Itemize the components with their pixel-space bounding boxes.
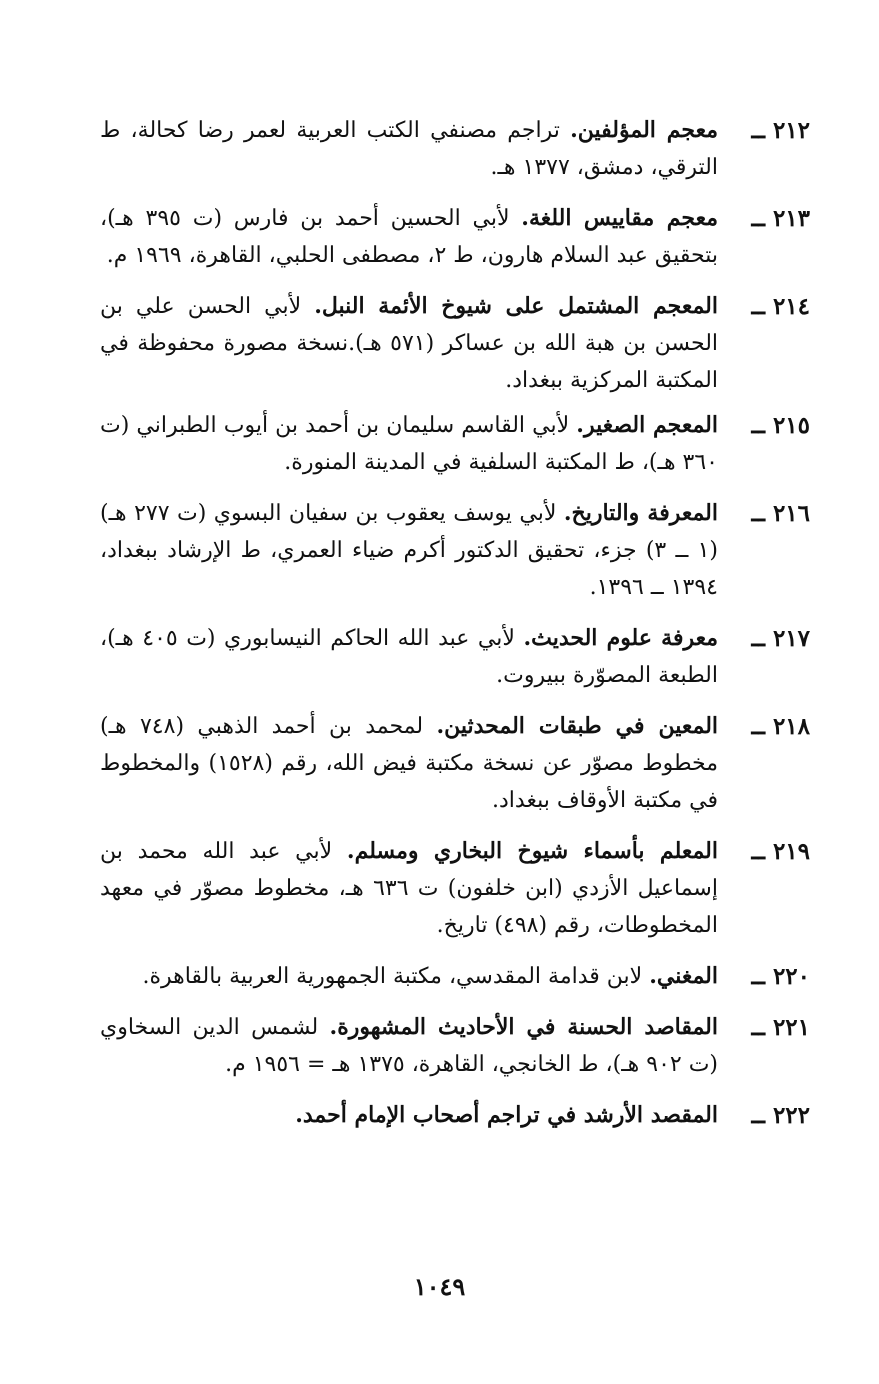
entry-text	[100, 708, 718, 819]
entry-title: معجم مقاييس اللغة.	[521, 205, 718, 231]
bibliography-entry-217	[100, 620, 810, 694]
entry-title: معجم المؤلفين.	[570, 117, 719, 143]
bibliography-list	[100, 112, 810, 1148]
entry-body: لأبي عبد الله الحاكم النيسابوري (ت ٤٠٥ هـ)، الطبعة المصوّرة ببيروت.	[100, 626, 718, 688]
bibliography-entry-221	[100, 1009, 810, 1083]
entry-body: لابن قدامة المقدسي، مكتبة الجمهورية العربية بالقاهرة.	[142, 964, 643, 989]
entry-number: ٢٢١ ــ	[751, 1014, 810, 1041]
entry-text	[100, 288, 718, 399]
entry-text	[100, 833, 718, 944]
bibliography-entry-222	[100, 1097, 810, 1134]
entry-text	[100, 200, 718, 274]
entry-body: تراجم مصنفي الكتب العربية لعمر رضا كحالة، ط الترقي، دمشق، ١٣٧٧ هـ.	[100, 118, 718, 180]
bibliography-entry-220	[100, 958, 810, 995]
entry-title: المعجم المشتمل على شيوخ الأئمة النبل.	[314, 293, 718, 319]
entry-title: المعلم بأسماء شيوخ البخاري ومسلم.	[346, 838, 718, 864]
entry-title: المقصد الأرشد في تراجم أصحاب الإمام أحمد.	[295, 1102, 718, 1128]
entry-title: المغني.	[649, 963, 718, 989]
entry-title: المقاصد الحسنة في الأحاديث المشهورة.	[329, 1014, 719, 1040]
entry-number: ٢١٥ ــ	[751, 412, 810, 439]
entry-number: ٢١٣ ــ	[751, 205, 810, 232]
entry-text	[100, 620, 718, 694]
entry-number: ٢١٧ ــ	[751, 625, 810, 652]
entry-number: ٢١٨ ــ	[751, 713, 810, 740]
entry-text	[100, 1097, 718, 1134]
entry-number: ٢٢٢ ــ	[751, 1102, 810, 1129]
bibliography-entry-218	[100, 708, 810, 819]
entry-body: لأبي الحسن علي بن الحسن بن هبة الله بن عساكر (٥٧١ هـ).نسخة مصورة محفوظة في المكتبة المركزية ببغداد.	[100, 294, 719, 393]
entry-text	[100, 958, 718, 995]
entry-text	[100, 407, 718, 481]
page-number: ١٠٤٩	[413, 1272, 466, 1301]
entry-body: لشمس الدين السخاوي (ت ٩٠٢ هـ)، ط الخانجي، القاهرة، ١٣٧٥ هـ = ١٩٥٦ م.	[100, 1015, 718, 1077]
bibliography-entry-213	[100, 200, 810, 274]
entry-body: لأبي القاسم سليمان بن أحمد بن أيوب الطبراني (ت ٣٦٠ هـ)، ط المكتبة السلفية في المدينة المنورة.	[100, 413, 718, 475]
bibliography-entry-215	[100, 407, 810, 481]
entry-text	[100, 495, 718, 606]
entry-body: لأبي الحسين أحمد بن فارس (ت ٣٩٥ هـ)، بتحقيق عبد السلام هارون، ط ٢، مصطفى الحلبي، القاهرة، ١٩٦٩ م.	[100, 206, 718, 268]
bibliography-entry-214	[100, 288, 810, 399]
entry-number: ٢١٩ ــ	[751, 838, 810, 865]
entry-number: ٢١٢ ــ	[751, 117, 810, 144]
entry-body: لمحمد بن أحمد الذهبي (٧٤٨ هـ) مخطوط مصوّر عن نسخة مكتبة فيض الله، رقم (١٥٢٨) والمخطوط في مكتبة الأوقاف ببغداد.	[100, 714, 718, 813]
entry-body: لأبي عبد الله محمد بن إسماعيل الأزدي (ابن خلفون) ت ٦٣٦ هـ، مخطوط مصوّر في معهد المخطوطات، رقم (٤٩٨) تاريخ.	[100, 839, 718, 938]
entry-number: ٢٢٠ ــ	[751, 963, 810, 990]
entry-title: المعجم الصغير.	[576, 412, 718, 438]
entry-body: لأبي يوسف يعقوب بن سفيان البسوي (ت ٢٧٧ هـ) (١ ــ ٣) جزء، تحقيق الدكتور أكرم ضياء العمري، ط الإرشاد ببغداد، ١٣٩٤ ــ ١٣٩٦.	[100, 501, 718, 600]
entry-number: ٢١٦ ــ	[751, 500, 810, 527]
entry-number: ٢١٤ ــ	[751, 293, 810, 320]
bibliography-entry-216	[100, 495, 810, 606]
bibliography-entry-219	[100, 833, 810, 944]
entry-title: المعين في طبقات المحدثين.	[436, 713, 719, 739]
entry-title: معرفة علوم الحديث.	[523, 625, 718, 651]
bibliography-entry-212	[100, 112, 810, 186]
entry-title: المعرفة والتاريخ.	[563, 500, 718, 526]
entry-text	[100, 1009, 718, 1083]
entry-text	[100, 112, 718, 186]
